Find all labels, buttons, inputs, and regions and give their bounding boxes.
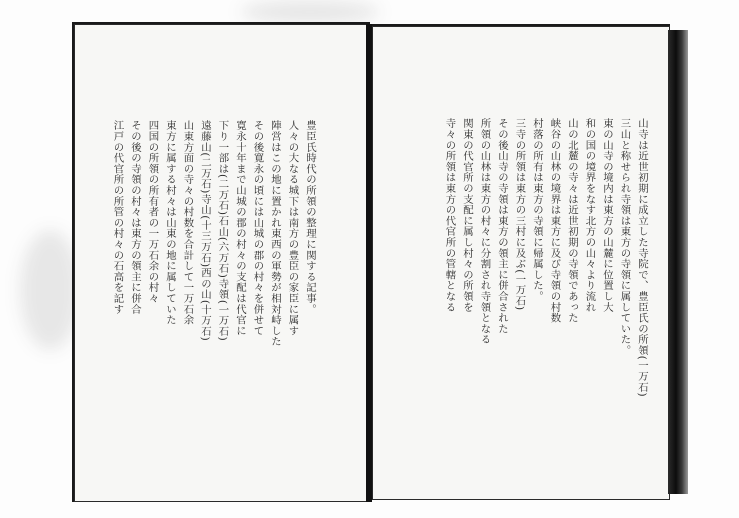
- text-column: 江戸の代官所の所管の村々の石高を記す: [111, 120, 124, 315]
- text-column: 関東の代官所の支配に属し村々の所領を: [461, 118, 473, 313]
- text-column: 和の国の境界をなす北方の山々より流れ: [583, 118, 596, 313]
- text-column: 下り一部は(二万石)石山(六万石)寺領(一万石): [216, 120, 229, 342]
- text-column: 豊臣氏時代の所領の整理に関する記事。: [304, 120, 316, 315]
- text-column: 東方に属する村々は山東の地に属していた: [164, 120, 176, 326]
- right-page: [372, 24, 670, 500]
- text-column: その後山寺の寺領は東方の領主に併合された: [496, 118, 508, 334]
- text-column: その後寛永の頃には山城の郡の村々を併せて: [251, 120, 264, 336]
- text-column: 人々の大なる城下は南方の豊臣の家臣に属す: [286, 120, 299, 336]
- scan-shadow: [240, 0, 380, 24]
- text-column: 陣営はこの地に置かれ東西の軍勢が相対峙した: [269, 120, 281, 347]
- scan-shadow: [20, 230, 80, 350]
- text-column: その後の寺領の村々は東方の領主に併合: [129, 120, 141, 315]
- text-column: 三山と称せられ寺領は東方の寺領に属していた。: [618, 118, 631, 356]
- text-column: 四国の所領の所有者の一万石余の村々: [146, 120, 159, 304]
- text-column: 村落の所有は東方の寺領に帰属した。: [531, 118, 543, 302]
- book-edge: [668, 30, 688, 494]
- text-column: 寛永十年まで山城の郡の村々の支配は代官に: [234, 120, 246, 336]
- text-column: 遠藤山(二万石)寺山(十三万石)西の山(十万石): [199, 120, 211, 342]
- left-page: [72, 22, 370, 502]
- text-column: 山東方面の寺々の村数を合計して一万石余: [181, 120, 194, 326]
- text-column: 峡谷の山林の境界は東方に及び寺領の村数: [548, 118, 561, 324]
- text-column: 寺々の所領は東方の代官所の管轄となる: [443, 118, 456, 313]
- text-column: 所領の山林は東方の村々に分割され寺領となる: [478, 118, 491, 345]
- text-column: 東の山寺の境内は東方の山麓に位置し大: [601, 118, 613, 313]
- text-column: 山寺は近世初期に成立した寺院で、豊臣氏の所領(一万石): [636, 118, 648, 397]
- text-column: 山の北麓の寺々は近世初期の寺領であった: [566, 118, 578, 324]
- text-column: 三寺の所領は東方の三村に及ぶ(一万石): [513, 118, 526, 311]
